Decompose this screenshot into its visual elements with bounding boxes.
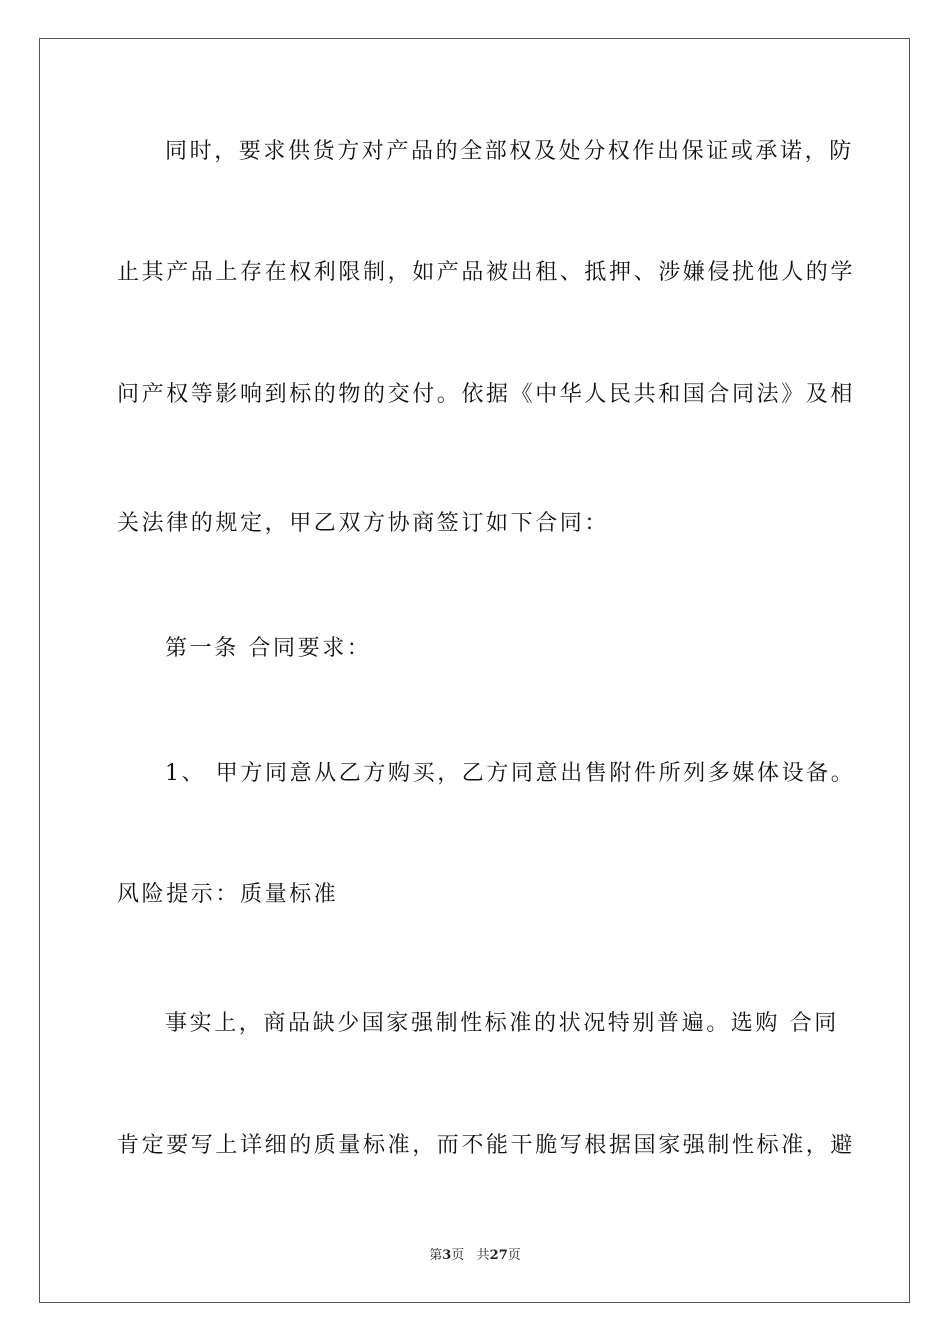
paragraph-line: 肯定要写上详细的质量标准，而不能干脆写根据国家强制性标准，避 — [117, 1133, 856, 1158]
paragraph-line: 问产权等影响到标的物的交付。依据《中华人民共和国合同法》及相 — [117, 382, 856, 407]
total-page-count: 27 — [489, 1248, 508, 1263]
page-footer — [0, 1247, 950, 1265]
footer-mid: 页 共 — [451, 1248, 490, 1263]
paragraph-line: 止其产品上存在权利限制，如产品被出租、抵押、涉嫌侵扰他人的学 — [117, 260, 856, 285]
page-border — [39, 38, 910, 1303]
article-heading: 第一条 合同要求： — [165, 636, 372, 661]
paragraph-line: 关法律的规定，甲乙双方协商签订如下合同： — [117, 511, 610, 536]
footer-suffix: 页 — [507, 1248, 521, 1263]
current-page-number: 3 — [442, 1248, 452, 1263]
risk-note-heading: 风险提示：质量标准 — [117, 882, 339, 907]
clause-item: 1、 甲方同意从乙方购买，乙方同意出售附件所列多媒体设备。 — [165, 761, 856, 786]
footer-prefix: 第 — [429, 1248, 443, 1263]
paragraph-line: 事实上，商品缺少国家强制性标准的状况特别普遍。选购 合同 — [165, 1011, 839, 1036]
paragraph-line: 同时，要求供货方对产品的全部权及处分权作出保证或承诺，防 — [165, 139, 854, 164]
